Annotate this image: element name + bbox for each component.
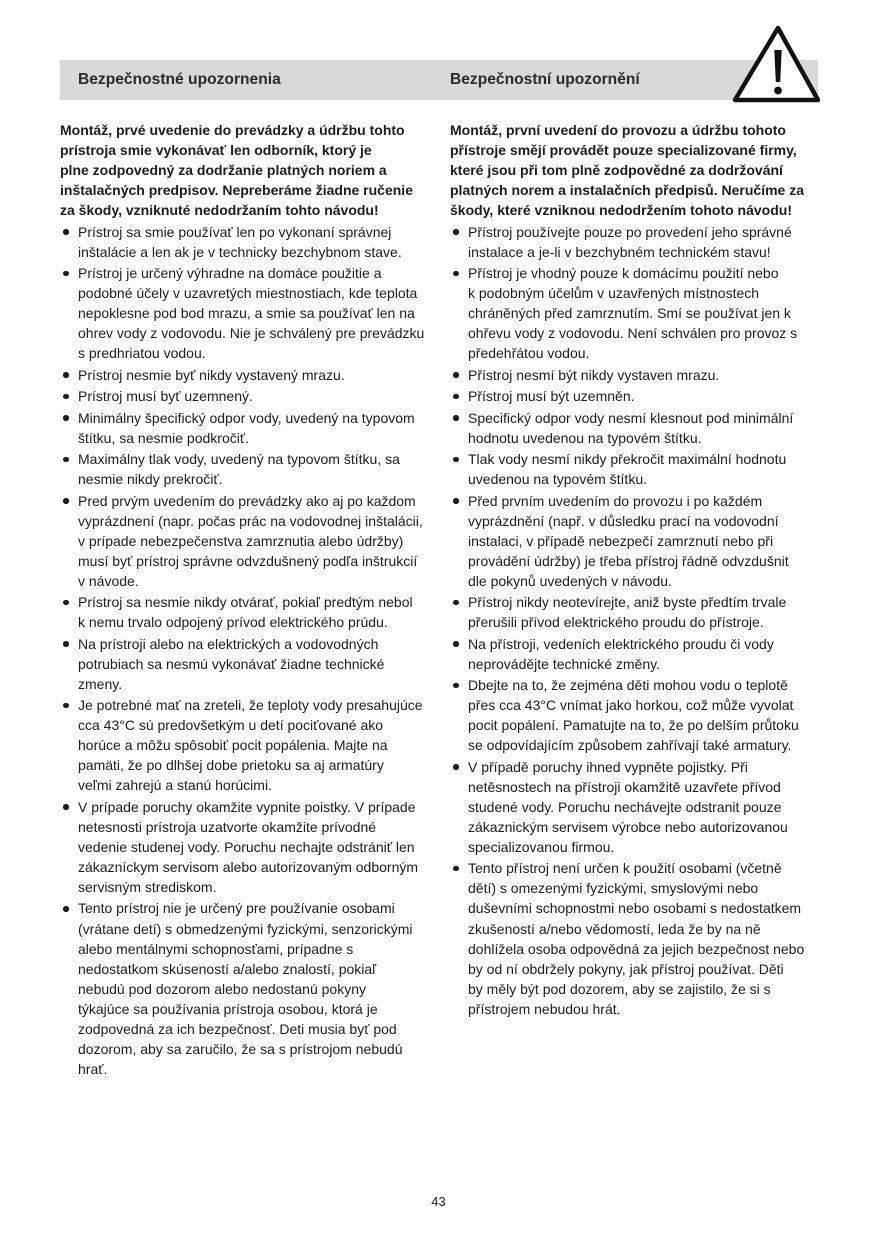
- bullet-item: [450, 757, 822, 857]
- intro-line: Montáž, první uvedení do provozu a údržbu tohoto: [450, 122, 786, 138]
- bullet-line: ohřevu vody z vodovodu. Není schválen pro provoz s: [468, 325, 798, 342]
- bullet-line: instalaci, v případě nebezpečí zamrznutí nebo při: [468, 532, 774, 549]
- bullet-line: Tento prístroj nie je určený pre používanie osobami: [78, 900, 395, 917]
- bullet-line: dle pokynů uvedených v návodu.: [468, 572, 672, 589]
- bullet-line: zodpovedná za ich bezpečnosť. Deti musia byť pod: [78, 1020, 397, 1037]
- czech-column: [450, 120, 822, 1019]
- bullet-line: netěsnostech na přístroji okamžitě uzavřete přívod: [468, 778, 781, 795]
- bullet-icon: [63, 457, 69, 463]
- bullet-item: [60, 695, 432, 795]
- bullet-line: Přístroj musí být uzemněn.: [468, 388, 635, 405]
- intro-line: plne zodpovedný za dodržanie platných noriem a: [60, 162, 387, 179]
- bullet-item: [450, 491, 822, 591]
- bullet-line: ohrev vody z vodovodu. Nie je schválený pre prevádzku: [78, 325, 425, 342]
- bullet-line: Specifický odpor vody nesmí klesnout pod minimální: [468, 409, 794, 426]
- bullet-line: vyprázdnení (napr. počas prác na vodovodnej inštalácii,: [78, 512, 423, 529]
- bullet-line: Na prístroji alebo na elektrických a vodovodných: [78, 635, 379, 652]
- intro-line: prístroja smie vykonávať len odborník, ktorý je: [60, 142, 372, 159]
- bullet-line: Přístroj používejte pouze po provedení jeho správné: [468, 223, 792, 240]
- bullet-line: s predhriatou vodou.: [78, 345, 206, 362]
- bullet-line: neprovádějte technické změny.: [468, 655, 660, 672]
- bullet-line: nebudú pod dozorom alebo nedostanú pokyny: [78, 980, 366, 997]
- warning-triangle-icon: [730, 24, 822, 104]
- bullet-item: [60, 386, 432, 406]
- bullet-line: štítku, sa nesmie podkročiť.: [78, 429, 249, 446]
- bullet-icon: [453, 764, 459, 770]
- bullet-line: v návode.: [78, 572, 139, 589]
- bullet-line: netesnosti prístroja uzatvorte okamžite prívodné: [78, 818, 377, 835]
- bullet-line: k podobným účelům v uzavřených místnostech: [468, 285, 760, 302]
- bullet-line: pocit popálení. Pamatujte na to, že po delším průtoku: [468, 717, 799, 734]
- bullet-line: týkajúce sa používania prístroja osobou, ktorá je: [78, 1000, 378, 1017]
- bullet-line: Přístroj nikdy neotevírejte, aniž byste předtím trvale: [468, 594, 787, 611]
- bullet-line: specializovanou firmou.: [468, 838, 615, 855]
- bullet-item: [60, 222, 432, 262]
- bullet-icon: [453, 394, 459, 400]
- bullet-icon: [63, 600, 69, 606]
- bullet-icon: [63, 906, 69, 912]
- bullet-line: instalace a je-li v bezchybném technickém stavu!: [468, 243, 771, 260]
- bullet-line: chráněných před zamrznutím. Smí se používat jen k: [468, 305, 791, 322]
- intro-line: za škody, vzniknuté nedodržaním tohto návodu!: [60, 202, 379, 219]
- bullet-line: Prístroj nesmie byť nikdy vystavený mrazu.: [78, 366, 345, 383]
- bullet-item: [60, 449, 432, 489]
- bullet-line: zákaznickým servisem výrobce nebo autorizovanou: [468, 818, 788, 835]
- intro-line: inštalačných predpisov. Nepreberáme žiadne ručenie: [60, 182, 413, 199]
- bullet-line: pamäti, že po dlhšej dobe prietoku sa aj armatúry: [78, 757, 384, 774]
- bullet-icon: [63, 372, 69, 378]
- bullet-line: V případě poruchy ihned vypněte pojistky. Při: [468, 758, 748, 775]
- bullet-item: [450, 386, 822, 406]
- intro-line: přístroje smějí provádět pouze specializované firmy,: [450, 142, 797, 159]
- intro-line: které jsou při tom plně zodpovědné za dodržování: [450, 162, 783, 179]
- bullet-line: přístrojem nebudou hrát.: [468, 1000, 621, 1017]
- bullet-line: Přístroj nesmí být nikdy vystaven mrazu.: [468, 366, 720, 383]
- bullet-item: [450, 675, 822, 755]
- bullet-icon: [63, 271, 69, 277]
- bullet-line: potrubiach sa nesmú vykonávať žiadne technické: [78, 655, 385, 672]
- bullet-icon: [63, 703, 69, 709]
- bullet-line: Tlak vody nesmí nikdy překročit maximální hodnotu: [468, 451, 787, 468]
- bullet-line: Minimálny špecifický odpor vody, uvedený na typovom: [78, 409, 415, 426]
- bullet-line: vyprázdnění (např. v důsledku prací na vodovodní: [468, 512, 779, 529]
- bullet-icon: [63, 498, 69, 504]
- bullet-line: Přístroj je vhodný pouze k domácímu použití nebo: [468, 265, 779, 282]
- bullet-line: vedenie studenej vody. Poruchu nechajte odstrániť len: [78, 838, 415, 855]
- bullet-item: [450, 858, 822, 1018]
- bullet-line: by od ní obdržely pokyny, jak přístroj používat. Děti: [468, 960, 784, 977]
- bullet-icon: [453, 229, 459, 235]
- bullet-line: duševními schopnostmi nebo osobami s nedostatkem: [468, 900, 802, 917]
- bullet-line: V prípade poruchy okamžite vypnite poistky. V prípade: [78, 798, 416, 815]
- bullet-icon: [63, 229, 69, 235]
- bullet-icon: [453, 415, 459, 421]
- bullet-item: [450, 408, 822, 448]
- bullet-line: studené vody. Poruchu nechávejte odstranit pouze: [468, 798, 782, 815]
- bullet-item: [450, 634, 822, 674]
- bullet-item: [60, 491, 432, 591]
- bullet-icon: [453, 457, 459, 463]
- bullet-item: [60, 634, 432, 694]
- bullet-line: alebo mentálnymi schopnosťami, prípadne s: [78, 940, 354, 957]
- bullet-line: Prístroj sa nesmie nikdy otvárať, pokiaľ predtým nebol: [78, 594, 413, 611]
- bullet-line: Prístroj je určený výhradne na domáce použitie a: [78, 265, 382, 282]
- bullet-line: se odpovídajícím způsobem zahřívají také armatury.: [468, 737, 792, 754]
- bullet-line: Prístroj musí byť uzemnený.: [78, 388, 253, 405]
- intro-line: platných norem a instalačních předpisů. Neručíme za: [450, 182, 804, 199]
- section-title-czech: Bezpečnostní upozornění: [450, 71, 640, 88]
- bullet-icon: [453, 866, 459, 872]
- bullet-item: [60, 263, 432, 363]
- bullet-icon: [453, 271, 459, 277]
- bullet-line: Je potrebné mať na zreteli, že teploty vody presahujúce: [78, 697, 423, 714]
- bullet-line: inštalácie a len ak je v technicky bezchybnom stave.: [78, 243, 402, 260]
- intro-line: škody, které vzniknou nedodržením tohoto návodu!: [450, 202, 792, 219]
- bullet-line: servisným strediskom.: [78, 879, 217, 896]
- section-title-slovak: Bezpečnostné upozornenia: [78, 71, 281, 88]
- bullet-line: dětí) s omezenými fyzickými, smyslovými nebo: [468, 880, 759, 897]
- bullet-line: uvedenou na typovém štítku.: [468, 471, 647, 488]
- bullet-icon: [63, 394, 69, 400]
- intro-paragraph: [60, 120, 432, 220]
- bullet-line: cca 43°C sú predovšetkým u detí pociťované ako: [78, 717, 384, 734]
- bullet-icon: [453, 600, 459, 606]
- bullet-line: předehřátou vodou.: [468, 345, 590, 362]
- bullet-item: [450, 592, 822, 632]
- bullet-line: nesmie nikdy prekročiť.: [78, 471, 223, 488]
- bullet-line: dohlížela osoba odpovědná za jejich bezpečnost nebo: [468, 940, 805, 957]
- bullet-item: [450, 365, 822, 385]
- bullet-icon: [453, 498, 459, 504]
- bullet-icon: [453, 683, 459, 689]
- bullet-line: hodnotu uvedenou na typovém štítku.: [468, 429, 702, 446]
- bullet-line: nepoklesne pod bod mrazu, a smie sa používať len na: [78, 305, 415, 322]
- bullet-line: Na přístroji, vedeních elektrického proudu či vody: [468, 635, 774, 652]
- bullet-line: přes cca 43°C vnímat jako horkou, což může vyvolat: [468, 697, 794, 714]
- bullet-item: [60, 408, 432, 448]
- bullet-line: zkušeností a/nebo vědomostí, leda že by na ně: [468, 920, 761, 937]
- bullet-line: přerušili přívod elektrického proudu do přístroje.: [468, 614, 764, 631]
- bullet-line: by měly být pod dozorem, aby se zajistilo, že si s: [468, 980, 771, 997]
- bullet-line: nedostatkom skúseností a/alebo znalostí, pokiaľ: [78, 960, 377, 977]
- bullet-line: zákazníckym servisom alebo autorizovaným odborným: [78, 858, 419, 875]
- bullet-line: Tento přístroj není určen k použití osobami (včetně: [468, 860, 782, 877]
- intro-paragraph: [450, 120, 822, 220]
- bullet-line: Pred prvým uvedením do prevádzky ako aj po každom: [78, 492, 416, 509]
- bullet-line: veľmi zahrejú a stanú horúcimi.: [78, 777, 272, 794]
- bullet-line: k nemu trvalo odpojený prívod elektrického prúdu.: [78, 614, 388, 631]
- bullet-icon: [63, 804, 69, 810]
- bullet-line: Před prvním uvedením do provozu i po každém: [468, 492, 763, 509]
- intro-line: Montáž, prvé uvedenie do prevádzky a údržbu tohto: [60, 122, 405, 138]
- bullet-item: [60, 592, 432, 632]
- bullet-item: [60, 365, 432, 385]
- bullet-item: [450, 222, 822, 262]
- bullet-item: [60, 898, 432, 1078]
- bullet-line: (vrátane detí) s obmedzenými fyzickými, senzorickými: [78, 920, 413, 937]
- bullet-item: [60, 797, 432, 897]
- bullet-icon: [63, 641, 69, 647]
- bullet-line: podobné účely v uzavretých miestnostiach, kde teplota: [78, 285, 418, 302]
- bullet-line: Prístroj sa smie používať len po vykonaní správnej: [78, 223, 392, 240]
- bullet-line: musí byť prístroj správne odvzdušnený podľa inštrukcií: [78, 552, 418, 569]
- bullet-line: provádění údržby) je třeba přístroj řádně odvzdušnit: [468, 552, 789, 569]
- bullet-icon: [453, 641, 459, 647]
- bullet-line: Dbejte na to, že zejména děti mohou vodu o teplotě: [468, 677, 788, 694]
- bullet-item: [450, 263, 822, 363]
- page-number: 43: [431, 1194, 446, 1209]
- slovak-column: [60, 120, 432, 1079]
- bullet-line: v prípade nebezpečenstva zamrznutia alebo údržby): [78, 532, 404, 549]
- bullet-line: zmeny.: [78, 675, 123, 692]
- bullet-item: [450, 449, 822, 489]
- bullet-line: dozorom, aby sa zaručilo, že sa s prístrojom nebudú: [78, 1040, 403, 1057]
- bullet-icon: [63, 415, 69, 421]
- bullet-icon: [453, 372, 459, 378]
- bullet-line: horúce a môžu spôsobiť pocit popálenia. Majte na: [78, 737, 388, 754]
- bullet-line: hrať.: [78, 1060, 108, 1077]
- bullet-line: Maximálny tlak vody, uvedený na typovom štítku, sa: [78, 451, 400, 468]
